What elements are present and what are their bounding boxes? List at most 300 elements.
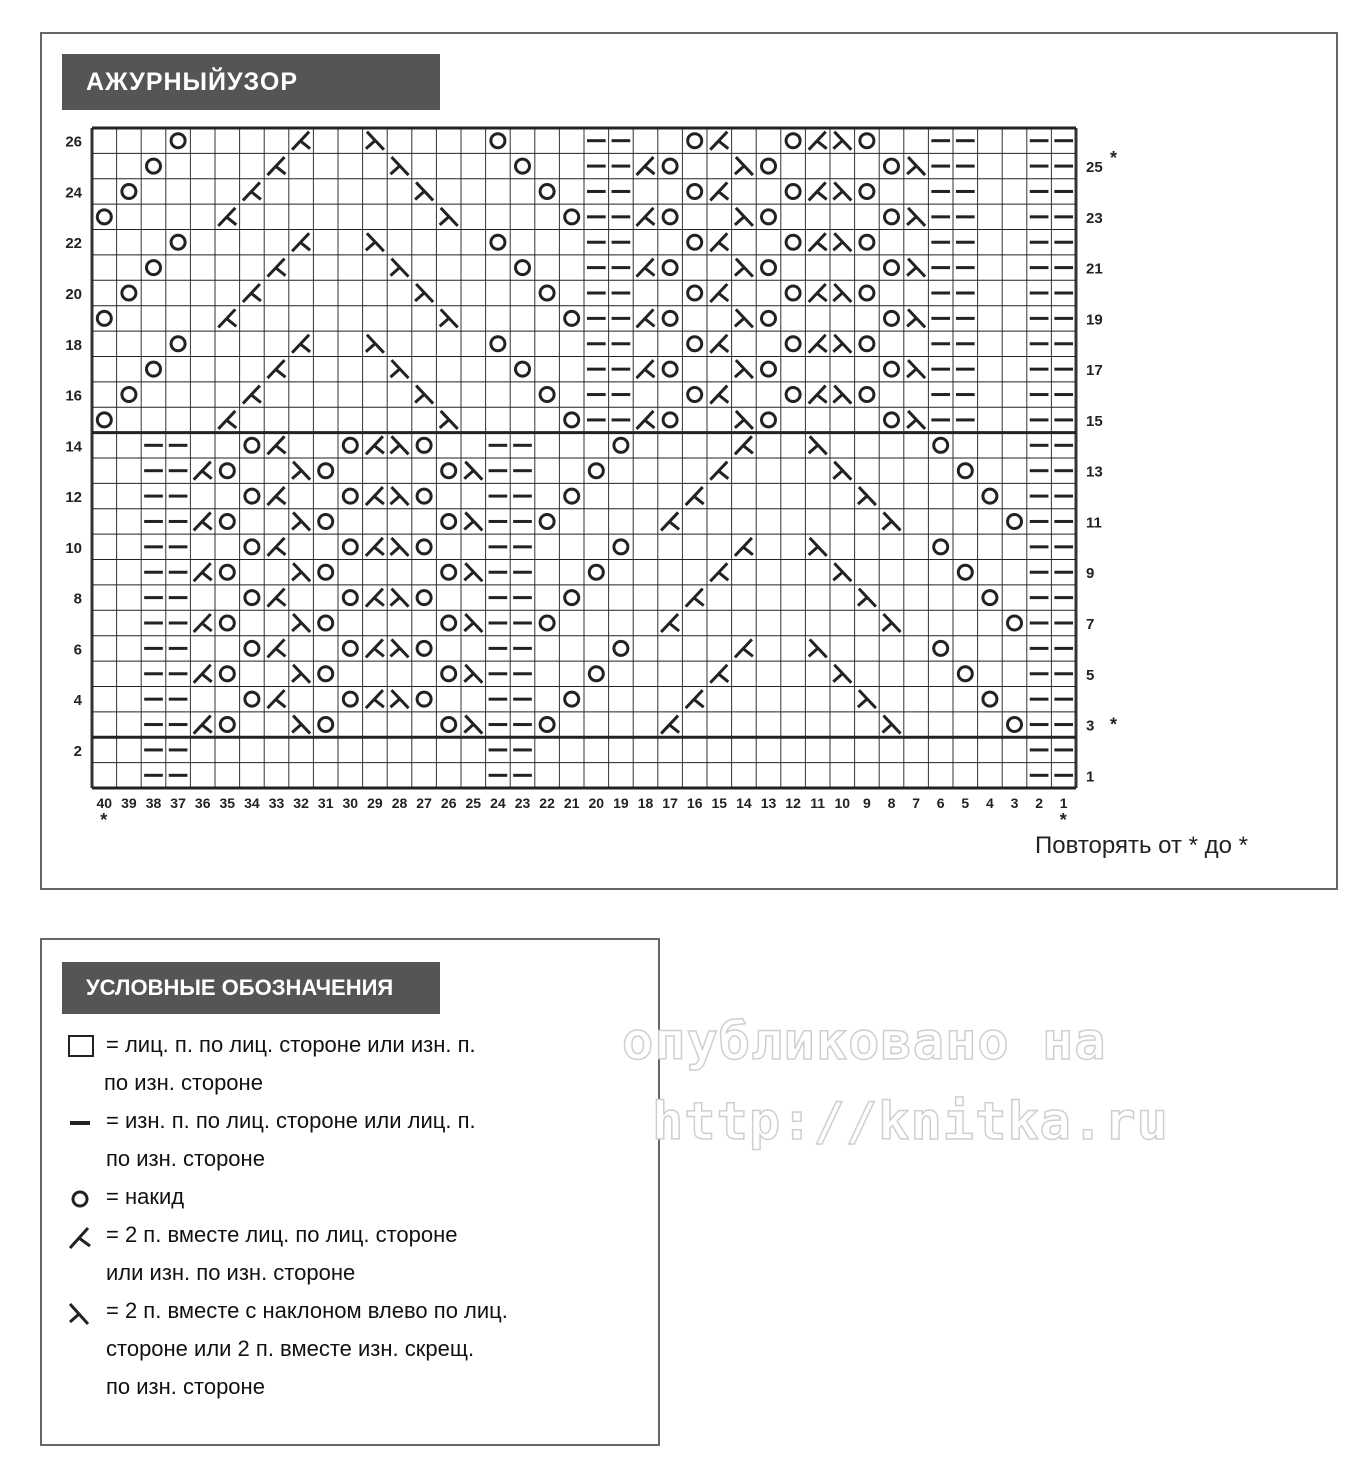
yarn-over-mark	[860, 184, 874, 198]
k2tog-mark	[243, 182, 261, 200]
column-number: 20	[588, 795, 605, 811]
purl-mark	[513, 647, 532, 650]
ssk-mark	[391, 259, 409, 277]
purl-mark	[1054, 469, 1073, 472]
k2tog-mark	[809, 386, 827, 404]
purl-mark	[144, 444, 163, 447]
yarn-over-mark	[860, 337, 874, 351]
purl-mark	[612, 292, 631, 295]
column-number: 4	[986, 795, 994, 811]
k2tog-mark	[686, 690, 704, 708]
purl-mark	[489, 520, 508, 523]
yarn-over-mark	[1008, 514, 1022, 528]
yarn-over-mark	[97, 413, 111, 427]
yarn-over-mark	[762, 362, 776, 376]
column-number: 18	[637, 795, 654, 811]
row-number-left: 8	[73, 590, 82, 608]
column-number: 25	[465, 795, 482, 811]
column-number: 14	[736, 795, 752, 811]
ssk-mark	[464, 462, 482, 480]
yarn-over-mark	[762, 210, 776, 224]
ssk-mark	[833, 563, 851, 581]
yarn-over-mark	[442, 616, 456, 630]
yarn-over-mark	[565, 210, 579, 224]
yarn-over-mark	[245, 641, 259, 655]
row-number-right: 3	[1086, 717, 1095, 735]
yarn-over-mark	[122, 184, 136, 198]
purl-mark	[513, 520, 532, 523]
yarn-over-mark	[171, 337, 185, 351]
k2tog-mark	[809, 132, 827, 150]
column-number: 24	[490, 795, 506, 811]
purl-mark	[612, 190, 631, 193]
purl-mark	[612, 317, 631, 320]
column-number: 31	[317, 795, 334, 811]
yarn-over-mark	[171, 235, 185, 249]
purl-mark	[513, 698, 532, 701]
k2tog-mark	[218, 208, 236, 226]
ssk-mark	[907, 208, 925, 226]
ssk-mark	[391, 589, 409, 607]
ssk-mark	[391, 639, 409, 657]
purl-mark	[1030, 469, 1049, 472]
purl-mark	[931, 393, 950, 396]
purl-mark	[513, 672, 532, 675]
k2tog-mark	[268, 259, 286, 277]
yarn-over-mark	[417, 641, 431, 655]
column-number: 35	[219, 795, 236, 811]
row-number-left: 24	[65, 184, 82, 202]
ssk-mark	[391, 360, 409, 378]
column-number: 3	[1010, 795, 1019, 811]
purl-mark	[489, 647, 508, 650]
k2tog-mark	[366, 639, 384, 657]
yarn-over-mark	[442, 565, 456, 579]
yarn-over-mark	[688, 286, 702, 300]
row-number-right: 5	[1086, 666, 1095, 684]
purl-mark	[169, 698, 188, 701]
yarn-over-mark	[663, 159, 677, 173]
purl-mark	[144, 647, 163, 650]
purl-mark	[169, 774, 188, 777]
ssk-mark	[292, 614, 310, 632]
purl-mark	[1030, 723, 1049, 726]
k2tog-mark	[637, 360, 655, 378]
yarn-over-mark	[983, 692, 997, 706]
purl-mark	[1054, 571, 1073, 574]
yarn-over-mark	[516, 362, 530, 376]
yarn-over-mark	[319, 667, 333, 681]
purl-mark	[1030, 317, 1049, 320]
yarn-over-mark	[540, 616, 554, 630]
purl-mark	[931, 368, 950, 371]
purl-mark	[587, 241, 606, 244]
row-number-right: 19	[1086, 311, 1103, 329]
yarn-over-mark	[885, 311, 899, 325]
column-number: 15	[711, 795, 728, 811]
k2tog-mark	[268, 690, 286, 708]
purl-mark	[489, 698, 508, 701]
yarn-over-mark	[417, 489, 431, 503]
yarn-over-mark	[688, 184, 702, 198]
purl-mark	[1054, 444, 1073, 447]
purl-mark	[1030, 215, 1049, 218]
k2tog-mark	[268, 487, 286, 505]
k2tog-mark	[661, 512, 679, 530]
yarn-over-mark	[343, 489, 357, 503]
repeat-star: *	[1110, 148, 1118, 169]
yarn-over-mark	[442, 667, 456, 681]
column-number: 32	[293, 795, 309, 811]
k2tog-mark	[735, 538, 753, 556]
yarn-over-mark	[860, 388, 874, 402]
yarn-over-mark	[491, 235, 505, 249]
purl-mark	[1054, 596, 1073, 599]
legend-title: УСЛОВНЫЕ ОБОЗНАЧЕНИЯ	[62, 962, 440, 1014]
ssk-mark	[907, 157, 925, 175]
yarn-over-mark	[762, 261, 776, 275]
yarn-over-mark	[343, 641, 357, 655]
purl-mark	[1030, 545, 1049, 548]
column-number: 9	[863, 795, 871, 811]
purl-mark	[956, 418, 975, 421]
column-number: 29	[367, 795, 383, 811]
k2tog-mark	[366, 436, 384, 454]
yarn-over-mark	[663, 413, 677, 427]
purl-mark	[1054, 647, 1073, 650]
yarn-over-mark	[343, 591, 357, 605]
purl-mark	[489, 672, 508, 675]
purl-mark	[587, 266, 606, 269]
purl-mark	[144, 698, 163, 701]
purl-mark	[931, 139, 950, 142]
purl-mark	[1030, 190, 1049, 193]
purl-mark	[169, 647, 188, 650]
purl-mark	[612, 368, 631, 371]
k2tog-mark	[809, 233, 827, 251]
legend-line: = лиц. п. по лиц. стороне или изн. п.	[106, 1032, 476, 1057]
yarn-over-mark	[860, 134, 874, 148]
purl-mark	[587, 165, 606, 168]
purl-mark	[931, 342, 950, 345]
yarn-over-mark	[540, 718, 554, 732]
column-number: 26	[440, 795, 457, 811]
k2tog-mark	[710, 233, 728, 251]
k2tog-mark	[218, 309, 236, 327]
row-number-right: 17	[1086, 362, 1103, 380]
yarn-over-mark	[589, 667, 603, 681]
purl-mark	[489, 596, 508, 599]
row-number-right: 23	[1086, 209, 1103, 227]
purl-mark	[169, 748, 188, 751]
purl-mark	[169, 520, 188, 523]
empty-square-icon	[66, 1032, 102, 1060]
ssk-mark	[292, 462, 310, 480]
yarn-over-mark	[540, 184, 554, 198]
yarn-over-mark	[245, 540, 259, 554]
row-number-right: 7	[1086, 616, 1095, 633]
purl-mark	[1054, 215, 1073, 218]
purl-mark	[1030, 748, 1049, 751]
yarn-over-mark	[565, 311, 579, 325]
purl-mark	[144, 495, 163, 498]
purl-mark	[956, 139, 975, 142]
k2tog-mark	[710, 462, 728, 480]
yarn-over-mark	[786, 235, 800, 249]
column-number: 36	[194, 795, 211, 811]
purl-mark	[1054, 520, 1073, 523]
purl-mark	[489, 545, 508, 548]
repeat-note: Повторять от * до *	[1035, 832, 1248, 859]
yarn-over-mark	[1008, 718, 1022, 732]
ssk-mark	[809, 538, 827, 556]
yarn-over-mark	[762, 311, 776, 325]
yarn-over-mark	[147, 362, 161, 376]
purl-mark	[513, 444, 532, 447]
column-number: 33	[268, 795, 285, 811]
purl-mark	[1030, 520, 1049, 523]
purl-mark	[1054, 241, 1073, 244]
k2tog-icon	[66, 1222, 102, 1250]
yarn-over-mark	[122, 286, 136, 300]
yarn-over-mark	[614, 540, 628, 554]
ssk-mark	[464, 512, 482, 530]
row-number-left: 14	[65, 438, 82, 456]
ssk-mark	[415, 182, 433, 200]
purl-mark	[489, 723, 508, 726]
ssk-mark	[833, 462, 851, 480]
yarn-over-mark	[343, 540, 357, 554]
purl-mark	[931, 165, 950, 168]
purl-mark	[169, 571, 188, 574]
purl-mark	[1030, 368, 1049, 371]
legend-line: = 2 п. вместе лиц. по лиц. стороне	[106, 1222, 458, 1247]
ssk-mark	[907, 259, 925, 277]
purl-mark	[956, 368, 975, 371]
purl-mark	[1030, 292, 1049, 295]
ssk-icon	[66, 1298, 102, 1326]
purl-mark	[931, 418, 950, 421]
purl-mark	[513, 622, 532, 625]
ssk-mark	[292, 716, 310, 734]
ssk-mark	[809, 436, 827, 454]
purl-mark	[587, 393, 606, 396]
yarn-over-mark	[442, 718, 456, 732]
ssk-mark	[833, 233, 851, 251]
k2tog-mark	[809, 335, 827, 353]
k2tog-mark	[637, 259, 655, 277]
purl-mark	[1030, 444, 1049, 447]
purl-mark	[144, 545, 163, 548]
yarn-over-mark	[762, 159, 776, 173]
k2tog-mark	[268, 436, 286, 454]
column-number: 1	[1059, 795, 1068, 811]
purl-mark	[1030, 495, 1049, 498]
row-number-left: 26	[65, 133, 82, 151]
purl-mark	[612, 393, 631, 396]
purl-mark	[1054, 317, 1073, 320]
legend-line: стороне или 2 п. вместе изн. скрещ.	[106, 1336, 475, 1361]
ssk-mark	[391, 487, 409, 505]
yarn-over-mark	[934, 641, 948, 655]
purl-mark	[489, 571, 508, 574]
yarn-over-mark	[343, 692, 357, 706]
column-number: 10	[834, 795, 851, 811]
yarn-over-mark	[516, 159, 530, 173]
legend-line: = накид	[106, 1184, 185, 1209]
column-number: 27	[416, 795, 432, 811]
yarn-over-mark	[319, 464, 333, 478]
yarn-over-mark	[417, 692, 431, 706]
column-number: 17	[662, 795, 678, 811]
ssk-mark	[833, 386, 851, 404]
purl-mark	[612, 418, 631, 421]
purl-mark	[1030, 418, 1049, 421]
ssk-mark	[440, 309, 458, 327]
purl-mark	[1030, 165, 1049, 168]
column-number: 38	[145, 795, 162, 811]
purl-mark	[1054, 165, 1073, 168]
purl-mark	[956, 190, 975, 193]
k2tog-mark	[268, 157, 286, 175]
k2tog-mark	[809, 284, 827, 302]
column-number: 34	[244, 795, 260, 811]
purl-mark	[587, 317, 606, 320]
purl-mark	[587, 292, 606, 295]
purl-mark	[144, 622, 163, 625]
legend-line: по изн. стороне	[106, 1374, 265, 1399]
purl-mark	[1030, 774, 1049, 777]
purl-mark	[144, 469, 163, 472]
purl-mark	[931, 215, 950, 218]
purl-mark	[956, 317, 975, 320]
purl-mark	[169, 469, 188, 472]
k2tog-mark	[268, 538, 286, 556]
purl-mark	[587, 215, 606, 218]
column-number: 7	[912, 795, 920, 811]
k2tog-mark	[710, 335, 728, 353]
purl-mark	[169, 495, 188, 498]
yarn-over-mark	[885, 261, 899, 275]
purl-mark	[513, 571, 532, 574]
purl-mark	[931, 190, 950, 193]
row-number-left: 4	[73, 692, 82, 710]
column-number: 12	[785, 795, 801, 811]
legend-line: = изн. п. по лиц. стороне или лиц. п.	[106, 1108, 476, 1133]
purl-mark	[169, 672, 188, 675]
yarn-over-mark	[565, 591, 579, 605]
purl-mark	[1030, 393, 1049, 396]
k2tog-mark	[710, 182, 728, 200]
purl-mark	[1054, 418, 1073, 421]
ssk-mark	[858, 487, 876, 505]
purl-mark	[513, 723, 532, 726]
yarn-over-mark	[220, 718, 234, 732]
ssk-mark	[907, 360, 925, 378]
yarn-over-mark	[122, 388, 136, 402]
purl-mark	[1054, 292, 1073, 295]
repeat-star: *	[100, 810, 108, 830]
purl-mark	[587, 418, 606, 421]
ssk-mark	[391, 436, 409, 454]
column-number: 11	[810, 795, 826, 811]
purl-mark	[1030, 241, 1049, 244]
yarn-over-mark	[417, 540, 431, 554]
yarn-over-mark	[220, 464, 234, 478]
k2tog-mark	[637, 411, 655, 429]
purl-mark	[1054, 495, 1073, 498]
yarn-over-mark	[417, 591, 431, 605]
ssk-mark	[464, 563, 482, 581]
ssk-mark	[907, 309, 925, 327]
k2tog-mark	[637, 157, 655, 175]
yarn-over-mark	[688, 134, 702, 148]
yarn-over-mark	[934, 438, 948, 452]
ssk-mark	[391, 538, 409, 556]
ssk-mark	[415, 284, 433, 302]
purl-mark	[1030, 342, 1049, 345]
yarn-over-mark	[860, 235, 874, 249]
ssk-mark	[833, 665, 851, 683]
purl-mark	[587, 139, 606, 142]
k2tog-mark	[194, 462, 212, 480]
k2tog-mark	[292, 132, 310, 150]
k2tog-mark	[292, 335, 310, 353]
purl-mark	[489, 622, 508, 625]
purl-mark	[144, 596, 163, 599]
purl-mark	[513, 545, 532, 548]
yarn-over-mark	[786, 388, 800, 402]
column-number: 28	[391, 795, 408, 811]
chart-title: АЖУРНЫЙУЗОР	[62, 54, 440, 110]
k2tog-mark	[710, 132, 728, 150]
yarn-over-mark	[934, 540, 948, 554]
k2tog-mark	[218, 411, 236, 429]
column-number: 37	[170, 795, 186, 811]
yarn-over-mark	[958, 464, 972, 478]
purl-mark	[612, 139, 631, 142]
yarn-over-mark	[589, 565, 603, 579]
yarn-over-mark	[565, 489, 579, 503]
purl-mark	[587, 342, 606, 345]
legend-line: по изн. стороне	[104, 1070, 263, 1095]
purl-mark	[612, 165, 631, 168]
k2tog-mark	[637, 309, 655, 327]
purl-mark	[1054, 368, 1073, 371]
row-number-left: 10	[65, 539, 82, 557]
purl-mark	[956, 165, 975, 168]
purl-mark	[1054, 698, 1073, 701]
purl-mark	[1030, 647, 1049, 650]
column-number: 8	[887, 795, 896, 811]
purl-mark	[1054, 622, 1073, 625]
yarn-over-mark	[319, 514, 333, 528]
purl-mark	[1030, 672, 1049, 675]
k2tog-mark	[194, 614, 212, 632]
purl-mark	[931, 266, 950, 269]
purl-mark	[169, 596, 188, 599]
yarn-over-mark	[786, 337, 800, 351]
purl-mark	[612, 342, 631, 345]
purl-mark	[1054, 672, 1073, 675]
purl-mark	[612, 266, 631, 269]
purl-mark	[1030, 622, 1049, 625]
yarn-over-mark	[540, 286, 554, 300]
yarn-over-mark	[245, 438, 259, 452]
ssk-mark	[391, 157, 409, 175]
row-number-left: 12	[65, 489, 82, 507]
k2tog-mark	[710, 386, 728, 404]
